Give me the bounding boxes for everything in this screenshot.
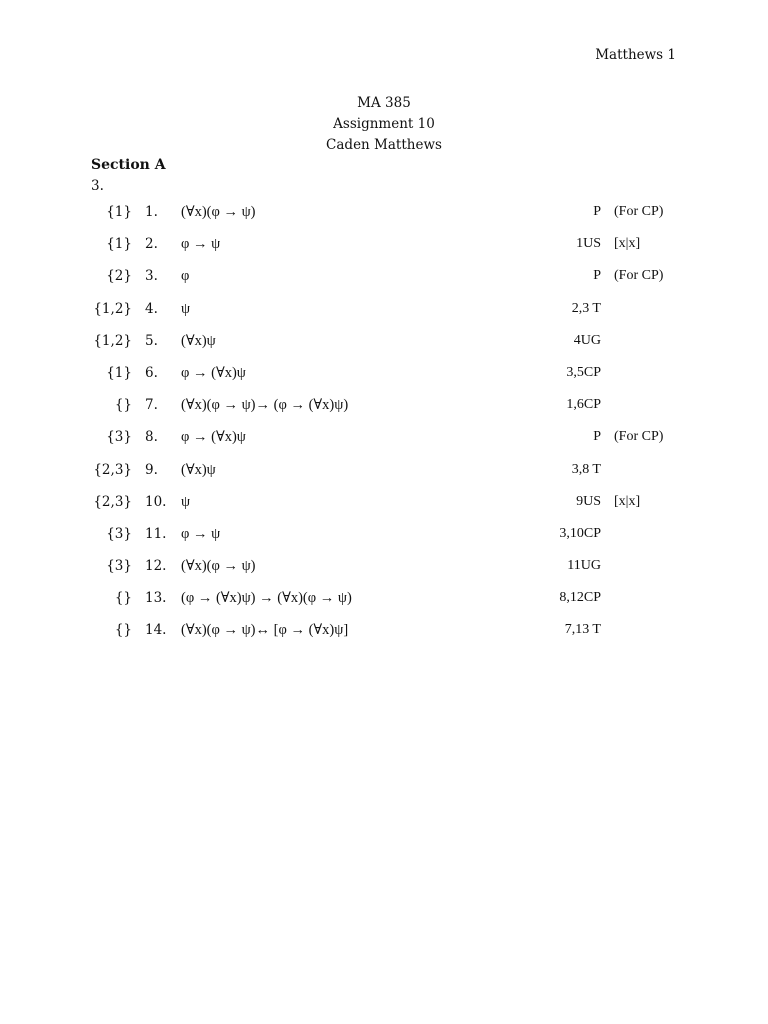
formula: (φ → (∀x)ψ) → (∀x)(φ → ψ) (181, 590, 352, 607)
formula: (∀x)(φ → ψ) (181, 204, 256, 220)
justification: P (593, 204, 601, 219)
title-block (0, 93, 768, 156)
formula: φ → (∀x)ψ (181, 364, 246, 381)
line-number: 8. (145, 429, 158, 446)
justification: 2,3 T (571, 300, 601, 316)
formula: (∀x)ψ (181, 461, 216, 478)
proof-row (0, 268, 768, 300)
line-number: 1. (145, 204, 158, 220)
section-heading: Section A (91, 157, 166, 173)
dependency-set: {1,2} (93, 332, 132, 349)
dependency-set: {3} (106, 558, 132, 575)
line-number: 4. (145, 300, 158, 317)
proof-row (0, 204, 768, 236)
formula: φ → ψ (181, 236, 221, 253)
dependency-set: {3} (106, 429, 132, 446)
proof-row (0, 526, 768, 558)
line-number: 14. (145, 622, 167, 639)
line-number: 2. (145, 236, 158, 253)
justification: 11UG (567, 558, 601, 574)
justification: 3,10CP (559, 525, 601, 541)
justification: 8,12CP (559, 590, 601, 606)
proof-table (0, 204, 768, 655)
line-number: 9. (145, 461, 158, 478)
rule-note: (For CP) (614, 204, 664, 219)
formula: (∀x)(φ → ψ) (181, 558, 256, 575)
formula: (∀x)ψ (181, 332, 216, 349)
line-number: 11. (145, 525, 167, 542)
rule-note: (For CP) (614, 268, 664, 284)
dependency-set: {} (114, 397, 132, 414)
formula: ψ (181, 493, 191, 510)
author-name: Caden Matthews (326, 137, 442, 153)
dependency-set: {1} (106, 364, 132, 381)
dependency-set: {} (114, 590, 132, 607)
justification: 3,5CP (566, 364, 601, 380)
course-title: MA 385 (357, 95, 411, 111)
proof-row (0, 397, 768, 429)
assignment-title: Assignment 10 (333, 116, 435, 132)
proof-row (0, 494, 768, 526)
justification: 9US (576, 493, 601, 509)
dependency-set: {1} (106, 204, 132, 220)
proof-row (0, 236, 768, 268)
rule-note: [x|x] (614, 236, 641, 252)
proof-row (0, 558, 768, 590)
dependency-set: {2} (106, 268, 132, 285)
proof-row (0, 590, 768, 622)
rule-note: [x|x] (614, 493, 641, 509)
justification: P (593, 429, 601, 445)
line-number: 6. (145, 364, 158, 381)
line-number: 3. (145, 268, 158, 285)
dependency-set: {} (114, 622, 132, 639)
proof-row (0, 333, 768, 365)
dependency-set: {3} (106, 525, 132, 542)
proof-row (0, 622, 768, 654)
dependency-set: {1,2} (93, 300, 132, 317)
formula: ψ (181, 300, 191, 317)
justification: 3,8 T (571, 461, 601, 477)
line-number: 12. (145, 558, 167, 575)
running-head: Matthews 1 (595, 47, 676, 63)
line-number: 10. (145, 493, 167, 510)
justification: 7,13 T (564, 622, 601, 638)
line-number: 7. (145, 397, 158, 414)
formula: (∀x)(φ → ψ)→ (φ → (∀x)ψ) (181, 397, 349, 414)
dependency-set: {2,3} (93, 461, 132, 478)
justification: 1US (576, 236, 601, 252)
formula: φ → ψ (181, 525, 221, 542)
problem-number: 3. (91, 178, 104, 194)
line-number: 5. (145, 332, 158, 349)
rule-note: (For CP) (614, 429, 664, 445)
line-number: 13. (145, 590, 167, 607)
justification: P (593, 268, 601, 284)
justification: 1,6CP (566, 397, 601, 413)
dependency-set: {1} (106, 236, 132, 253)
formula: φ (181, 268, 190, 285)
formula: φ → (∀x)ψ (181, 429, 246, 446)
proof-row (0, 429, 768, 461)
proof-row (0, 301, 768, 333)
proof-row (0, 462, 768, 494)
justification: 4UG (573, 332, 601, 348)
proof-row (0, 365, 768, 397)
dependency-set: {2,3} (93, 493, 132, 510)
formula: (∀x)(φ → ψ)↔ [φ → (∀x)ψ] (181, 622, 349, 639)
